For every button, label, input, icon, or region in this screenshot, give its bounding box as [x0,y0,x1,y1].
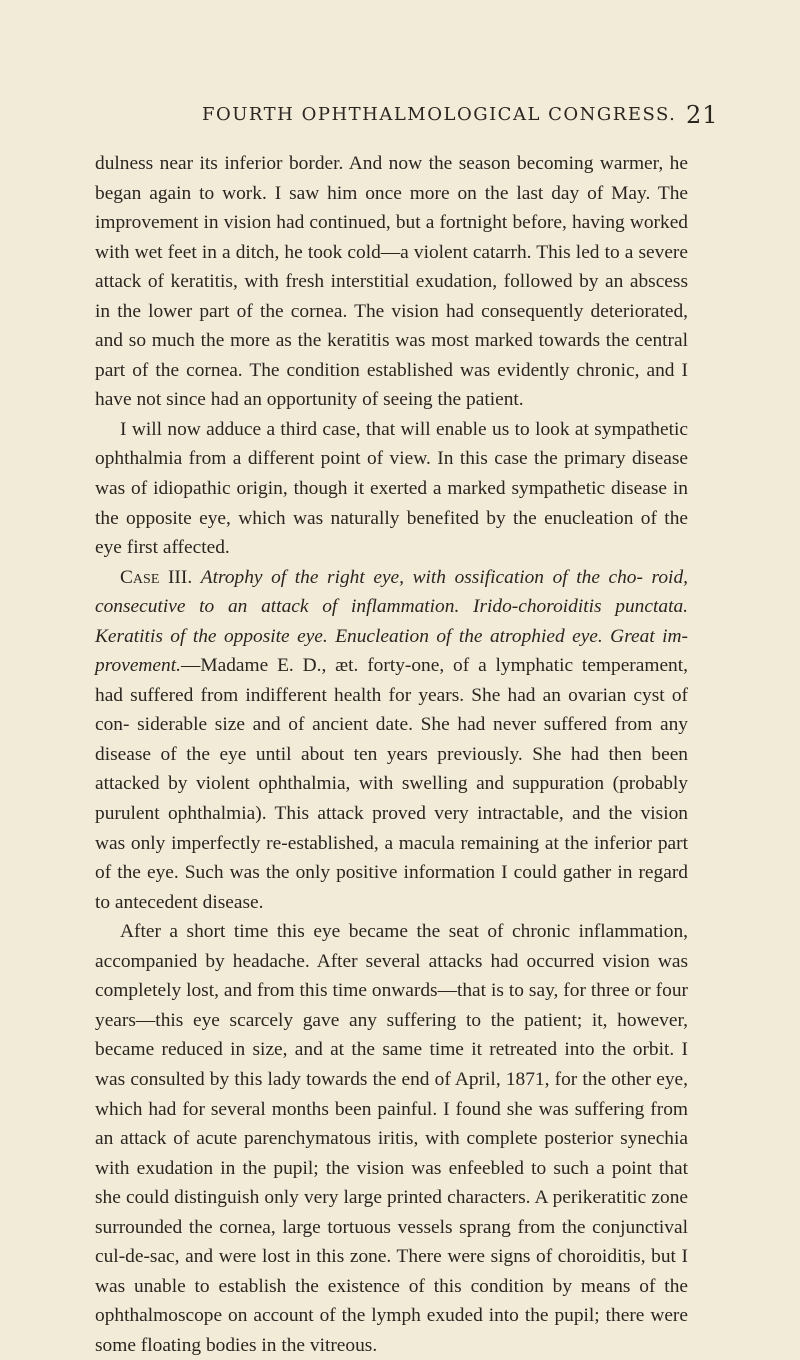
running-head [0,101,800,132]
paragraph-case-iii [95,563,688,918]
running-title: FOURTH OPHTHALMOLOGICAL CONGRESS. [202,104,677,125]
paragraph-clinical-course: After a short time this eye became the seat of chronic inflammation, accompanied by headache. After several attacks had occurred vision was completely lost, and from this time onwards—that is to say, for three or four years—this eye scarcely gave any suffering to the patient; it, however, became reduced in size, and at the same time it retreated into the orbit. I was consulted by this lady towards the end of April, 1871, for the other eye, which had for several months been painful. I found she was suffering from an attack of acute parenchymatous iritis, with complete posterior synechia with exudation in the pupil; the vision was enfeebled to such a point that she could distinguish only very large printed characters. A perikeratitic zone surrounded the cornea, large tortuous vessels sprang from the conjunctival cul-de-sac, and were lost in this zone. There were signs of choroiditis, but I was unable to establish the existence of this condition by means of the ophthalmoscope on account of the lymph exuded into the pupil; there were some floating bodies in the vitreous. [95,921,688,1356]
case-title: Atrophy of the right eye, with ossification of the cho- roid, consecutive to an attack of inflammation. Irido-choroiditis punctata. Keratitis of the opposite eye. Enucleation of the atrophied eye. Great im- provement. [95,566,688,677]
case-label: Case III. [120,566,193,588]
paragraph-continuation: dulness near its inferior border. And now the season becoming warmer, he began again to work. I saw him once more on the last day of May. The improvement in vision had continued, but a fortnight before, having worked with wet feet in a ditch, he took cold—a violent catarrh. This led to a severe attack of keratitis, with fresh interstitial exudation, followed by an abscess in the lower part of the cornea. The vision had consequently deteriorated, and so much the more as the keratitis was most marked towards the central part of the cornea. The condition established was evidently chronic, and I have not since had an opportunity of seeing the patient. [95,153,688,411]
body-text [95,149,688,1356]
paragraph-third-case-intro: I will now adduce a third case, that will enable us to look at sympathetic ophthalmia from a different point of view. In this case the primary disease was of idiopathic origin, though it exerted a marked sympathetic disease in the opposite eye, which was naturally benefited by the enucleation of the eye first affected. [95,418,688,559]
page-number: 21 [686,101,719,129]
case-description: —Madame E. D., æt. forty-one, of a lymphatic temperament, had suffered from indifferent health for years. She had an ovarian cyst of con- siderable size and of ancient date. She had never suffered from any disease of the eye until about ten years previously. She had then been attacked by violent ophthalmia, with swelling and suppuration (probably purulent ophthalmia). This attack proved very intractable, and the vision was only imperfectly re-established, a macula remaining at the inferior part of the eye. Such was the only positive information I could gather in regard to antecedent disease. [95,655,688,913]
